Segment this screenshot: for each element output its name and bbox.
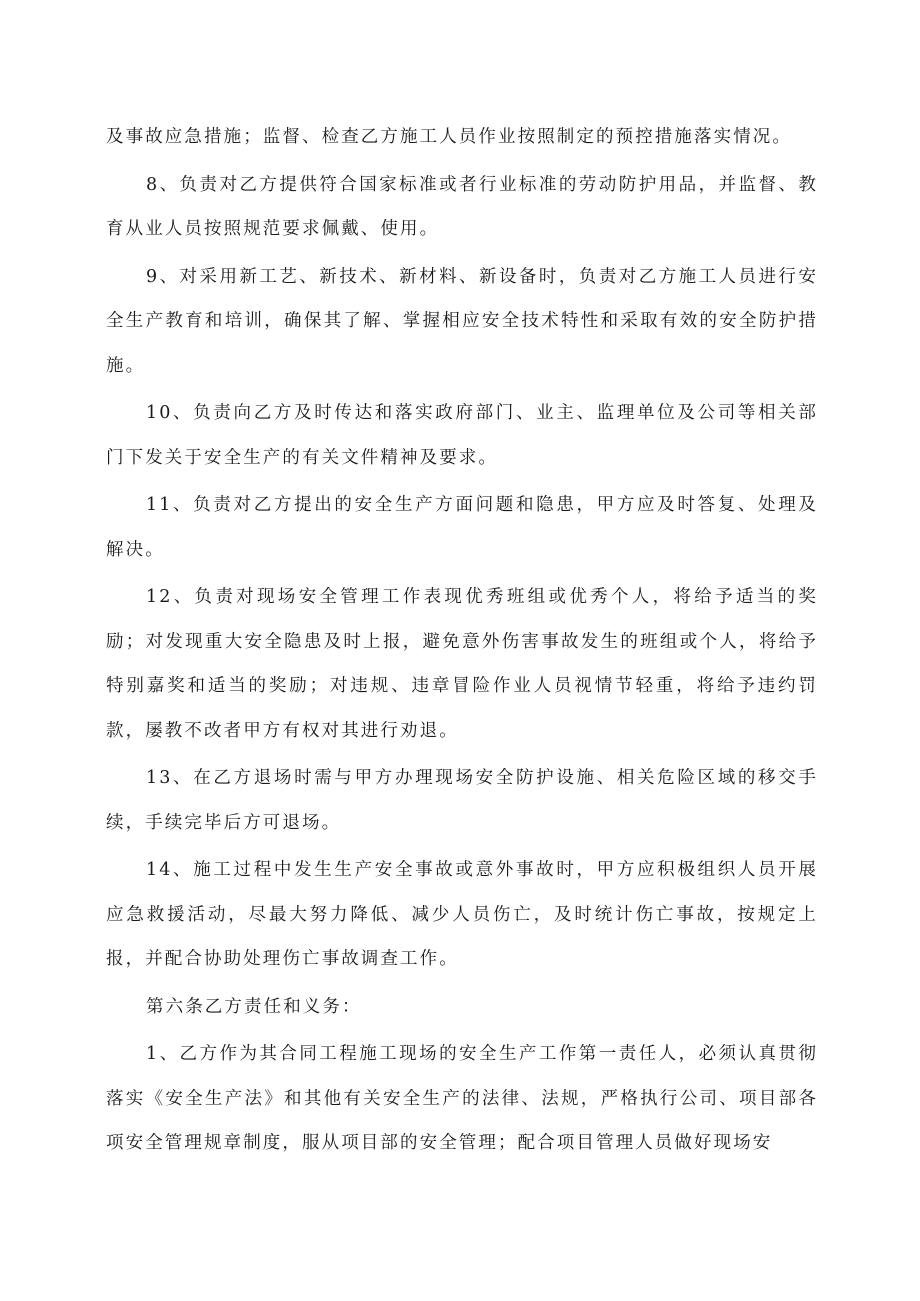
section-heading-article-6: 第六条乙方责任和义务：: [146, 996, 362, 1017]
paragraph-party-b-item-1: 1、乙方作为其合同工程施工现场的安全生产工作第一责任人，必须认真贯彻落实《安全生产法》和其他有关安全生产的法律、法规，严格执行公司、项目部各项安全管理规章制度，服从项目部的安全管理；配合项目管理人员做好现场安: [106, 1044, 818, 1153]
paragraph-item-12: 12、负责对现场安全管理工作表现优秀班组或优秀个人，将给予适当的奖励；对发现重大安全隐患及时上报，避免意外伤害事故发生的班组或个人，将给予特别嘉奖和适当的奖励；对违规、违章冒险作业人员视情节轻重，将给予违约罚款，屡教不改者甲方有权对其进行劝退。: [106, 587, 818, 741]
document-body: [106, 115, 818, 1166]
paragraph-item-11: 11、负责对乙方提出的安全生产方面问题和隐患，甲方应及时答复、处理及解决。: [106, 495, 818, 560]
paragraph-continuation: 及事故应急措施；监督、检查乙方施工人员作业按照制定的预控措施落实情况。: [106, 127, 792, 147]
paragraph-item-13: 13、在乙方退场时需与甲方办理现场安全防护设施、相关危险区域的移交手续，手续完毕后方可退场。: [106, 768, 818, 833]
paragraph-item-8: 8、负责对乙方提供符合国家标准或者行业标准的劳动防护用品，并监督、教育从业人员按照规范要求佩戴、使用。: [106, 174, 818, 239]
paragraph-item-9: 9、对采用新工艺、新技术、新材料、新设备时，负责对乙方施工人员进行安全生产教育和培训，确保其了解、掌握相应安全技术特性和采取有效的安全防护措施。: [106, 266, 818, 376]
paragraph-item-14: 14、施工过程中发生生产安全事故或意外事故时，甲方应积极组织人员开展应急救援活动，尽最大努力降低、减少人员伤亡，及时统计伤亡事故，按规定上报，并配合协助处理伤亡事故调查工作。: [106, 860, 818, 969]
paragraph-item-10: 10、负责向乙方及时传达和落实政府部门、业主、监理单位及公司等相关部门下发关于安全生产的有关文件精神及要求。: [106, 403, 818, 468]
